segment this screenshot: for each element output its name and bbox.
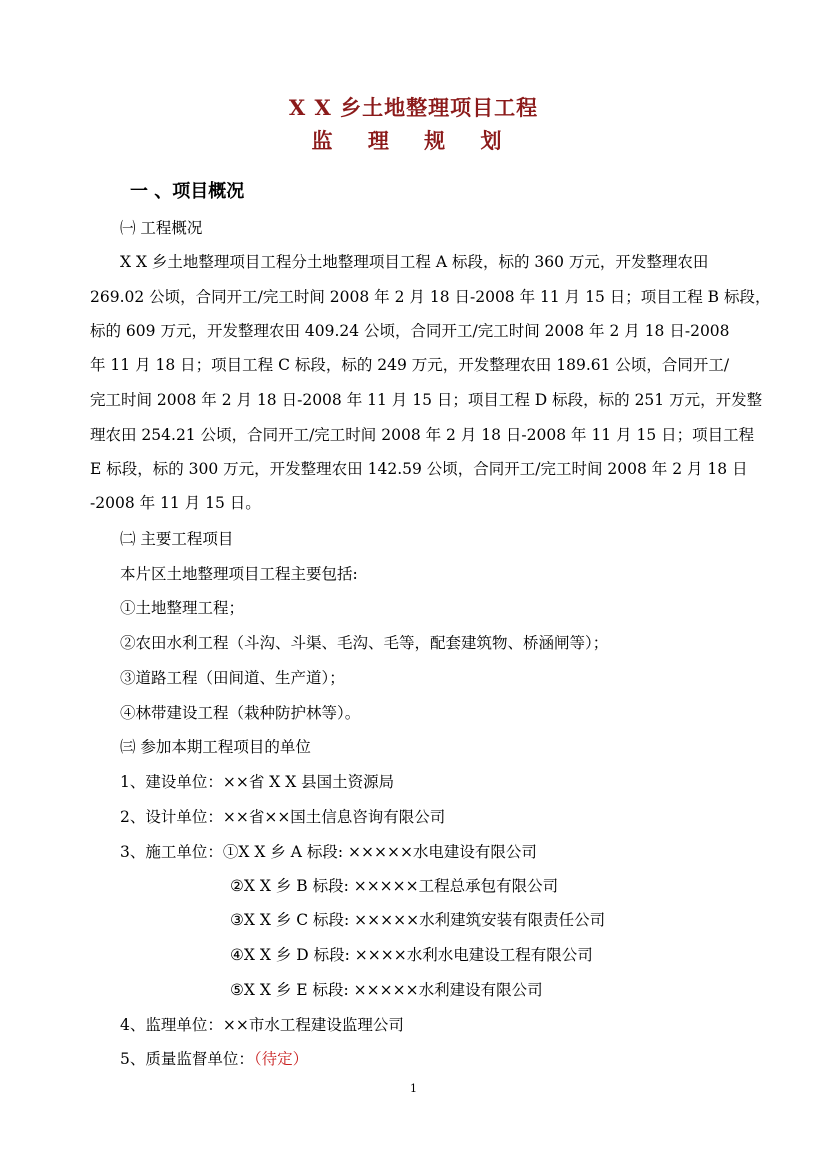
- contractor-d: ④X X 乡 D 标段: ××××水利水电建设工程有限公司: [230, 946, 593, 964]
- paragraph-line: -2008 年 11 月 15 日。: [90, 494, 261, 512]
- paragraph-line: 269.02 公顷，合同开工/完工时间 2008 年 2 月 18 日-2008 年 11 月 15 日；项目工程 B 标段，: [90, 288, 771, 306]
- paragraph-line: 标的 609 万元，开发整理农田 409.24 公顷，合同开工/完工时间 2008 年 2 月 18 日-2008: [90, 322, 730, 340]
- list-item: ④林带建设工程（栽种防护林等）。: [120, 704, 361, 722]
- document-title: X X 乡土地整理项目工程: [288, 95, 539, 120]
- unit-designer: 2、设计单位：××省××国土信息咨询有限公司: [120, 808, 446, 826]
- contractor-b: ②X X 乡 B 标段: ×××××工程总承包有限公司: [230, 877, 559, 895]
- paragraph-line: X X 乡土地整理项目工程分土地整理项目工程 A 标段，标的 360 万元，开发整理农田: [120, 253, 709, 271]
- subsection-heading-participants: ㈢ 参加本期工程项目的单位: [120, 738, 311, 756]
- unit-contractors-label: 3、施工单位：: [120, 843, 223, 861]
- paragraph-line: 完工时间 2008 年 2 月 18 日-2008 年 11 月 15 日；项目工程 D 标段，标的 251 万元，开发整: [90, 391, 763, 409]
- page-number: 1: [410, 1082, 417, 1095]
- unit-quality-supervision: [120, 1052, 780, 1068]
- list-item: ②农田水利工程（斗沟、斗渠、毛沟、毛等，配套建筑物、桥涵闸等）；: [120, 634, 609, 652]
- contractor-c: ③X X 乡 C 标段: ×××××水利建筑安装有限责任公司: [230, 911, 606, 929]
- list-item: ③道路工程（田间道、生产道）；: [120, 669, 345, 687]
- section-heading-project-overview: 一 、项目概况: [130, 181, 245, 202]
- unit-construction-owner: 1、建设单位：××省 X X 县国土资源局: [120, 773, 395, 791]
- list-item: ①土地整理工程；: [120, 599, 245, 617]
- paragraph-line: 理农田 254.21 公顷，合同开工/完工时间 2008 年 2 月 18 日-2008 年 11 月 15 日；项目工程: [90, 426, 755, 444]
- contractor-a: ①X X 乡 A 标段: ×××××水电建设有限公司: [222, 843, 537, 861]
- paragraph-line: E 标段，标的 300 万元，开发整理农田 142.59 公顷，合同开工/完工时间 2008 年 2 月 18 日: [90, 460, 748, 478]
- document-subtitle: 监 理 规 划: [311, 128, 516, 153]
- subsection-heading-engineering-overview: ㈠ 工程概况: [120, 219, 203, 237]
- unit-contractors-row: [120, 845, 780, 861]
- quality-supervision-label: 5、质量监督单位：: [120, 1050, 254, 1068]
- subsection-heading-main-items: ㈡ 主要工程项目: [120, 530, 234, 548]
- quality-supervision-pending: （待定）: [253, 1050, 309, 1068]
- main-items-intro: 本片区土地整理项目工程主要包括:: [120, 565, 358, 583]
- contractor-e: ⑤X X 乡 E 标段: ×××××水利建设有限公司: [230, 981, 543, 999]
- paragraph-line: 年 11 月 18 日；项目工程 C 标段，标的 249 万元，开发整理农田 189.61 公顷，合同开工/: [90, 356, 730, 374]
- unit-supervisor: 4、监理单位：××市水工程建设监理公司: [120, 1016, 404, 1034]
